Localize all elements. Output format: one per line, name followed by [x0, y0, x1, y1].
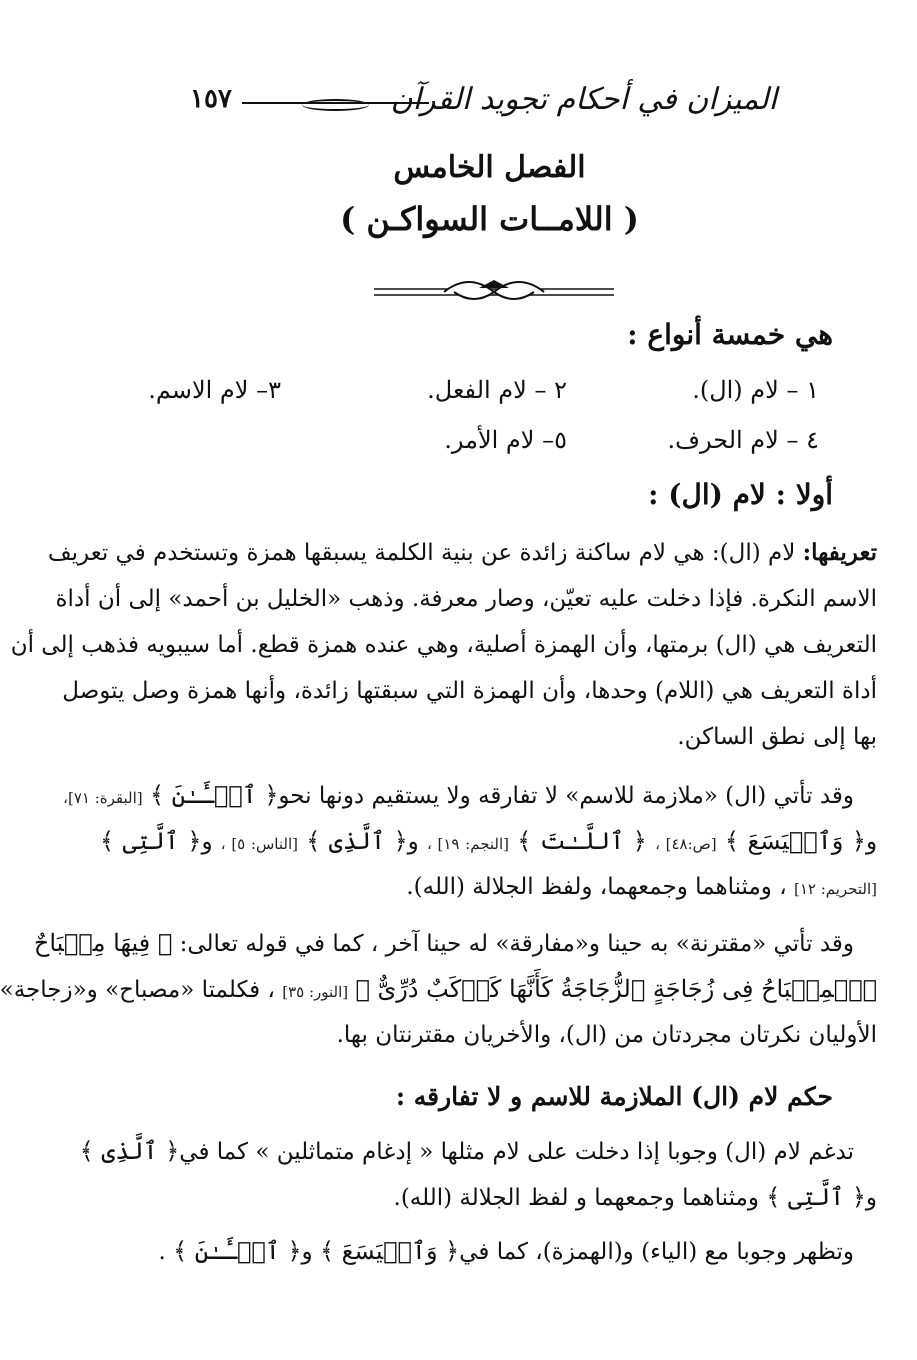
mulazima-line-1: وقد تأتي (ال) «ملازمة للاسم» لا تفارقه ولا يستقيم دونها نحو﴿ ٱلۡـَٔـٰنَ ﴾ [البقرة: ٧١]،: [63, 781, 854, 809]
section-first-heading: أولا : لام (ال) :: [648, 478, 833, 511]
muqtarina-line-3: الأوليان نكرتان مجردتان من (ال)، والأخريان مقترنتان بها.: [336, 1022, 877, 1048]
verse-reference: [النور: ٣٥]: [282, 983, 349, 1001]
verse-reference: [الناس: ٥] ،: [220, 835, 298, 853]
ruling-paragraph: [79, 1128, 877, 1274]
page-number: ١٥٧: [190, 84, 232, 114]
quran-word: ﴿ ٱلَّذِى ﴾: [306, 827, 408, 855]
quran-word: ﴿ ٱلَّتِى ﴾: [766, 1183, 866, 1211]
verse-reference: [البقرة: ٧١]،: [63, 789, 143, 807]
quran-word: ﴿ ٱلۡـَٔـٰنَ ﴾: [149, 781, 279, 809]
type-item-4: ٤ – لام الحرف.: [667, 426, 819, 454]
type-item-2: ٢ – لام الفعل.: [427, 376, 567, 404]
verse-reference: [التحريم: ١٢]: [793, 880, 877, 898]
definition-paragraph: [10, 530, 877, 760]
ruling-line-1: تدغم لام (ال) وجوبا إذا دخلت على لام مثلها « إدغام متماثلين » كما في﴿ ٱلَّذِى ﴾: [79, 1137, 854, 1165]
header-ornament-rule: [242, 102, 429, 104]
muqtarina-line-1: وقد تأتي «مقترنة» به حينا و«مفارقة» له حينا آخر ، كما في قوله تعالى: ﴿ فِيهَا مِصۡبَاحٌ: [33, 929, 854, 957]
verse-reference: [النجم: ١٩] ،: [427, 835, 510, 853]
mulazima-line-3: [التحريم: ١٢] ، ومثناهما وجمعهما، ولفظ الجلالة (الله).: [406, 874, 877, 900]
mulazima-paragraph: [63, 772, 878, 910]
ruling-line-3: وتظهر وجوبا مع (الياء) و(الهمزة)، كما في﴿ وَٱلۡيَسَعَ ﴾ و﴿ ٱلۡـَٔـٰنَ ﴾ .: [158, 1237, 854, 1265]
definition-line-4: أداة التعريف هي (اللام) وحدها، وأن الهمزة التي سبقتها زائدة، وأنها همزة وصل يتوصل: [62, 678, 877, 704]
quran-word: ﴿ ٱلَّتِى ﴾: [100, 827, 202, 855]
definition-line-5: بها إلى نطق الساكن.: [677, 724, 877, 750]
verse-reference: [ص:٤٨] ،: [655, 835, 717, 853]
quran-word: ﴿ وَٱلۡيَسَعَ ﴾: [319, 1237, 460, 1265]
mulazima-line-2: و﴿ وَٱلۡيَسَعَ ﴾ [ص:٤٨] ، ﴿ ٱللَّـٰتَ ﴾ [النجم: ١٩] ، و﴿ ٱلَّذِى ﴾ [الناس: ٥] ، و﴿ ٱلَّتِى ﴾: [100, 827, 878, 855]
type-item-1: ١ – لام (ال).: [692, 376, 819, 404]
definition-line-1: تعريفها: لام (ال): هي لام ساكنة زائدة عن بنية الكلمة يسبقها همزة وتستخدم في تعريف: [47, 539, 877, 566]
quran-word: ﴿ وَٱلۡيَسَعَ ﴾: [724, 827, 866, 855]
ruling-heading: حكم لام (ال) الملازمة للاسم و لا تفارقه :: [395, 1082, 833, 1111]
chapter-title: الفصل الخامس: [393, 150, 586, 185]
quran-verse: ٱلۡمِصۡبَاحُ فِى زُجَاجَةٍ ٱلزُّجَاجَةُ كَأَنَّهَا كَوۡكَبٌ دُرِّىٌّ ﴾: [355, 975, 877, 1003]
definition-line-2: الاسم النكرة. فإذا دخلت عليه تعيّن، وصار معرفة. وذهب «الخليل بن أحمد» إلى أن أداة: [55, 586, 877, 612]
quran-verse: ﴿ فِيهَا مِصۡبَاحٌ: [33, 929, 173, 957]
definition-line-3: التعريف هي (ال) برمتها، وأن الهمزة أصلية، وهي عنده همزة قطع. أما سيبويه فذهب إلى أن: [10, 632, 877, 658]
ruling-line-2: و﴿ ٱلَّتِى ﴾ ومثناهما وجمعهما و لفظ الجلالة (الله).: [393, 1183, 877, 1211]
book-title: الميزان في أحكام تجويد القرآن: [390, 82, 777, 117]
types-heading: هي خمسة أنواع :: [627, 318, 833, 351]
type-item-3: ٣– لام الاسم.: [148, 376, 281, 404]
quran-word: ﴿ ٱلَّذِى ﴾: [79, 1137, 180, 1165]
type-item-5: ٥– لام الأمر.: [444, 426, 567, 454]
muqtarina-paragraph: [0, 920, 877, 1058]
ornament-divider-icon: [374, 276, 614, 306]
running-header: [190, 82, 777, 126]
chapter-subtitle: ( اللامــات السواكـن ): [340, 200, 639, 238]
quran-word: ﴿ ٱللَّـٰتَ ﴾: [517, 827, 647, 855]
muqtarina-line-2: ٱلۡمِصۡبَاحُ فِى زُجَاجَةٍ ٱلزُّجَاجَةُ كَأَنَّهَا كَوۡكَبٌ دُرِّىٌّ ﴾ [النور: ٣٥] ، فكلمتا «مصباح» و«زجاجة»: [0, 975, 877, 1003]
definition-lead: تعريفها:: [802, 539, 877, 566]
quran-word: ﴿ ٱلۡـَٔـٰنَ ﴾: [173, 1237, 302, 1265]
